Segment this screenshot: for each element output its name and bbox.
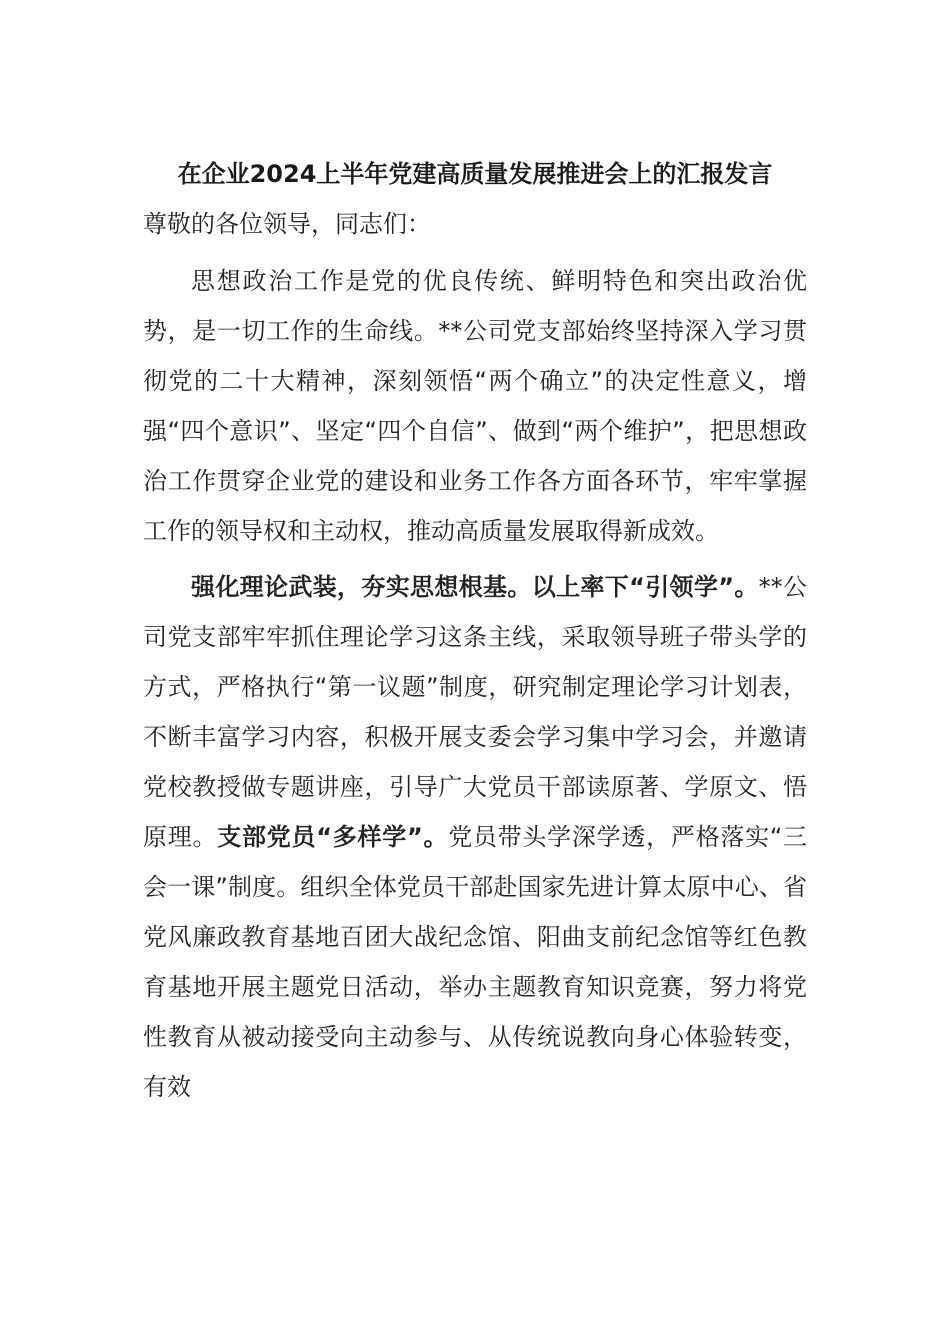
document-title: 在企业2024上半年党建高质量发展推进会上的汇报发言 [177, 160, 773, 188]
document-body [143, 148, 807, 1118]
paragraph-intro: 思想政治工作是党的优良传统、鲜明特色和突出政治优势，是一切工作的生命线。**公司党支部始终坚持深入学习贯彻党的二十大精神，深刻领悟“两个确立”的决定性意义，增强“四个意识”、坚定“四个自信”、做到“两个维护”，把思想政治工作贯穿企业党的建设和业务工作各方面各环节，牢牢掌握工作的领导权和主动权，推动高质量发展取得新成效。 [143, 267, 807, 545]
paragraph-theory [143, 562, 807, 1112]
salutation: 尊敬的各位领导，同志们： [143, 210, 431, 238]
section-subheading: 支部党员“多样学”。 [217, 823, 449, 851]
paragraph-text: 党员带头学深学透，严格落实“三会一课”制度。组织全体党员干部赴国家先进计算太原中心、省党风廉政教育基地百团大战纪念馆、阳曲支前纪念馆等红色教育基地开展主题党日活动，举办主题教育知识竞赛，努力将党性教育从被动接受向主动参与、从传统说教向身心体验转变，有效 [143, 823, 808, 1101]
paragraph-text: **公司党支部牢牢抓住理论学习这条主线，采取领导班子带头学的方式，严格执行“第一议题”制度，研究制定理论学习计划表，不断丰富学习内容，积极开展支委会学习集中学习会，并邀请党校教授做专题讲座，引导广大党员干部读原著、学原文、悟原理。 [143, 573, 808, 851]
section-heading: 强化理论武装，夯实思想根基。以上率下“引领学”。 [191, 573, 759, 601]
